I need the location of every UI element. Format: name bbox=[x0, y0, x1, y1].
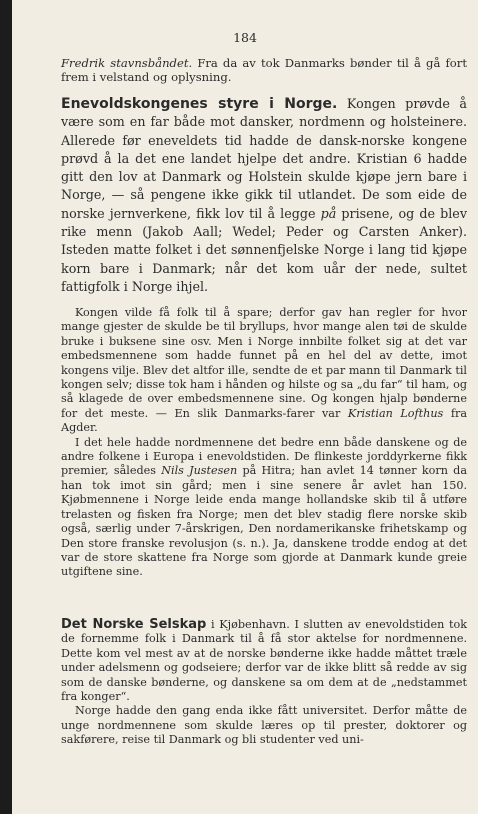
paragraph-i-det-hele bbox=[61, 436, 467, 580]
intro-text: Fra da av tok Danmarks bønder til å gå fort frem i velstand og oplysning. bbox=[61, 56, 467, 84]
para5-text: Norge hadde den gang enda ikke fått universitet. Derfor måtte de unge nordmennene som skulde læres op til prester, doktorer og sakførere, reise til Danmark og bli studenter ved uni- bbox=[61, 704, 467, 747]
section-enevoldskongenes bbox=[61, 95, 467, 296]
para3-italic: Nils Justesen bbox=[161, 464, 238, 478]
page-number: 184 bbox=[233, 30, 257, 45]
para3-text: I det hele hadde nordmennene det bedre enn både danskene og de andre folkene i Europa i enevoldstiden. De flinkeste jorddyrkerne fikk premier, således bbox=[61, 435, 467, 478]
intro-paragraph bbox=[61, 56, 467, 84]
section1-text: Kongen prøvde å være som en far både mot dansker, nordmenn og holsteinere. Allerede før eneveldets tid hadde de dansk-norske kongene prøvd å la det ene landet hjelpe det andre. Kristian 6 hadde gitt den lov at Danmark og Holstein skulde kjøpe jern bare i Norge, — så pengene ikke gikk til utlandet. De som eide de norske jernverkene, fikk lov til å legge bbox=[61, 96, 467, 221]
paragraph-kongen-vilde bbox=[61, 306, 467, 436]
para2-text-end: fra Agder. bbox=[61, 406, 467, 435]
para2-text: Kongen vilde få folk til å spare; derfor gav han regler for hvor mange gjester de skulde be til bryllups, hvor mange alen tøi de skulde bruke i buksene sine osv. Men i Norge innbilte folket sig at det var embedsmennene som hadde funnet på en hel del av dette, imot kongens vilje. Blev det altfor ille, sendte de et par mann til Danmark til kongen selv; disse tok ham i hånden og hilste og sa „du far“ til ham, og så klagede de over embedsmennene sine. Og kongen hjalp bønderne for det meste. — En slik Danmarks-farer var bbox=[61, 306, 467, 420]
small-print-block bbox=[61, 306, 467, 580]
book-page bbox=[12, 0, 478, 814]
section-det-norske-selskap bbox=[61, 618, 467, 748]
section1-text-end: prisene, og de blev rike menn (Jakob Aall; Wedel; Peder og Carsten Anker). Isteden matte folket i det sønnenfjelske Norge i lang tid kjøpe korn bare i Danmark; når det kom uår der nede, sultet fattigfolk i Norge ihjel. bbox=[61, 205, 467, 294]
intro-italic: Fredrik stavnsbåndet. bbox=[61, 56, 193, 70]
paragraph-norge-hadde bbox=[61, 704, 467, 747]
section2-text: i Kjøbenhavn. I slutten av enevoldstiden tok de fornemme folk i Danmark til å få stor aktelse for nordmennene. Dette kom vel mest av at de norske bønderne ikke hadde måttet træle under adelsmenn og godseiere; derfor var de ikke blitt så redde av sig som de danske bønderne, og danskene sa om dem at de „nedstammet fra konger“. bbox=[61, 618, 467, 704]
scan-edge bbox=[0, 0, 12, 814]
section-heading-det-norske-selskap: Det Norske Selskap bbox=[61, 617, 207, 632]
section1-italic-word: på bbox=[320, 205, 337, 221]
para2-italic: Kristian Lofthus bbox=[347, 406, 444, 420]
section-heading-enevoldskongenes: Enevoldskongenes styre i Norge. bbox=[61, 96, 338, 112]
para3-text-end: på Hitra; han avlet 14 tønner korn da han tok imot sin gård; men i sine senere år avlet han 150. Kjøbmennene i Norge leide enda mange hollandske skib til å utføre trelasten og fisken fra Norge; men det blev stadig flere norske skib også, særlig under 7-årskrigen, Den nordamerikanske frihetskamp og Den store franske revolusjon (s. n.). Ja, danskene trodde endog at det var de store skattene fra Norge som gjorde at Danmark kunde greie utgiftene sine. bbox=[61, 464, 467, 579]
